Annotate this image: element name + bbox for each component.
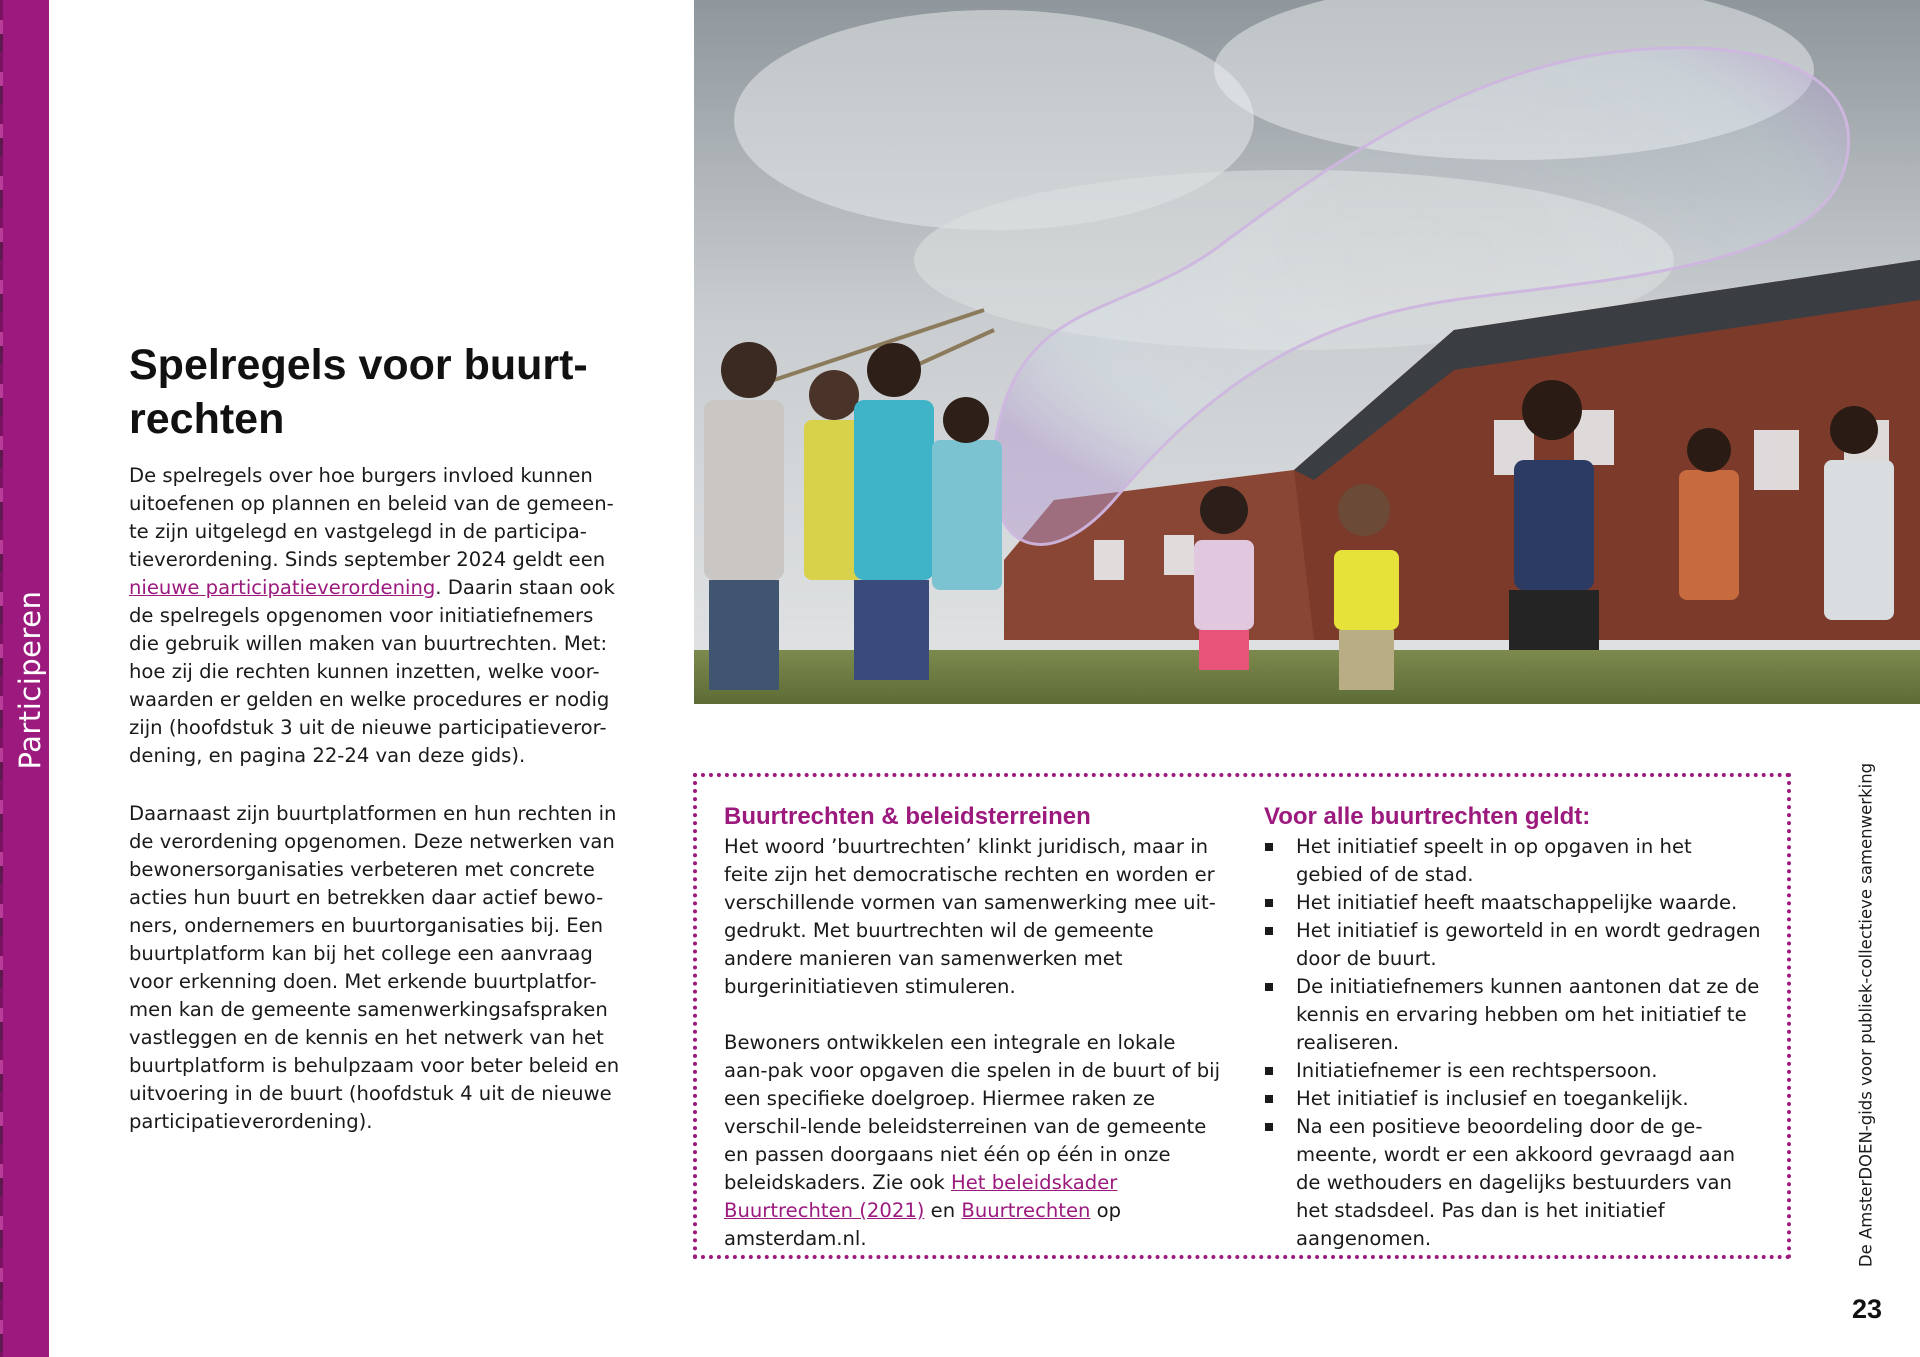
link-connector-text: en [924, 1199, 962, 1222]
beleidsterreinen-text: Bewoners ontwikkelen een integrale en lokale aan-pak voor opgaven die spelen in de buurt of bij een specifieke doelgroep. Hiermee raken ze verschil-lende beleidsterreinen van de gemeente en passen doorgaans niet één op één in onze beleidskaders. Zie ook [724, 1031, 1221, 1194]
buurtrechten-info-box [693, 773, 1791, 1259]
section-label: Participeren [13, 590, 47, 770]
publication-caption: De AmsterDOEN-gids voor publiek-collectieve samenwerking [1856, 762, 1876, 1268]
list-item: Het initiatief heeft maatschappelijke waarde. [1264, 889, 1764, 917]
side-bar [0, 0, 49, 1357]
list-item: Het initiatief speelt in op opgaven in het gebied of de stad. [1264, 833, 1764, 889]
beleidsterreinen-column [724, 803, 1224, 1253]
intro-text-before-link: De spelregels over hoe burgers invloed kunnen uitoefenen op plannen en beleid van de gemeen-te zijn uitgelegd en vastgelegd in de participa-tieverordening. Sinds september 2024 geldt een [129, 464, 614, 571]
buurtrechten-link[interactable]: Buurtrechten [961, 1199, 1091, 1222]
list-item: Het initiatief is inclusief en toegankelijk. [1264, 1085, 1764, 1113]
bubble-photo [694, 0, 1920, 704]
list-item: Het initiatief is geworteld in en wordt gedragen door de buurt. [1264, 917, 1764, 973]
page-number: 23 [1851, 1294, 1882, 1324]
voorwaarden-heading: Voor alle buurtrechten geldt: [1264, 803, 1591, 830]
beleidsterreinen-heading: Buurtrechten & beleidsterreinen [724, 803, 1091, 830]
side-bar-edge-pattern [0, 0, 3, 1357]
list-item: Na een positieve beoordeling door de ge-meente, wordt er een akkoord gevraagd aan de wethouders en dagelijks bestuurders van het stadsdeel. Pas dan is het initiatief aangenomen. [1264, 1113, 1764, 1253]
page-title: Spelregels voor buurt- rechten [129, 341, 588, 443]
intro-text-after-link: . Daarin staan ook de spelregels opgenomen voor initiatiefnemers die gebruik willen maken van buurtrechten. Met: hoe zij die rechten kunnen inzetten, welke voor-waarden er gelden en welke procedures er nodig zijn (hoofdstuk 3 uit de nieuwe participatieveror-dening, en pagina 22-24 van deze gids). [129, 576, 615, 767]
list-item: De initiatiefnemers kunnen aantonen dat ze de kennis en ervaring hebben om het initiatief te realiseren. [1264, 973, 1764, 1057]
link-suffix-text: op amsterdam.nl. [724, 1199, 1122, 1250]
intro-paragraph-2: Daarnaast zijn buurtplatformen en hun rechten in de verordening opgenomen. Deze netwerken van bewonersorganisaties verbeteren met concrete acties hun buurt en betrekken daar actief bewo-ners, ondernemers en buurtorganisaties bij. Een buurtplatform kan bij het college een aanvraag voor erkenning doen. Met erkende buurtplatfor-men kan de gemeente samenwerkingsafspraken vastleggen en de kennis en het netwerk van het buurtplatform is behulpzaam voor beter beleid en uitvoering in de buurt (hoofdstuk 4 uit de nieuwe participatieverordening). [129, 802, 620, 1133]
beleidsterreinen-paragraph-2 [724, 1029, 1224, 1253]
participatieverordening-link[interactable]: nieuwe participatieverordening [129, 576, 436, 599]
intro-paragraph-1 [129, 462, 629, 770]
voorwaarden-list [1264, 833, 1764, 1253]
beleidskader-link[interactable]: Het beleidskader Buurtrechten (2021) [724, 1171, 1118, 1222]
photo-illustration [694, 0, 1920, 704]
voorwaarden-column [1264, 803, 1764, 1253]
list-item: Initiatiefnemer is een rechtspersoon. [1264, 1057, 1764, 1085]
beleidsterreinen-paragraph-1: Het woord ’buurtrechten’ klinkt juridisch, maar in feite zijn het democratische rechten en worden er verschillende vormen van samenwerking mee uit-gedrukt. Met buurtrechten wil de gemeente andere manieren van samenwerken met burgerinitiatieven stimuleren. [724, 835, 1216, 998]
